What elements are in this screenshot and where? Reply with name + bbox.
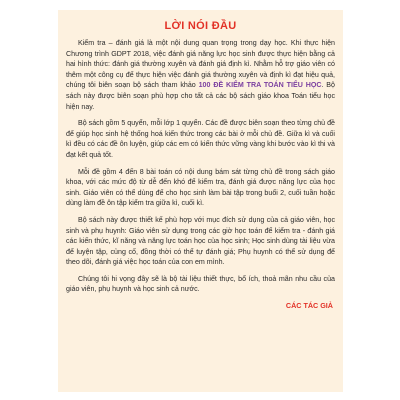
page-title: LỜI NÓI ĐẦU <box>164 20 237 32</box>
paragraph-4: Bộ sách này được thiết kế phù hợp với mục đích sử dụng của cả giáo viên, học sinh và phụ huynh: Giáo viên sử dụng trong các giờ học toán để kiểm tra - đánh giá các kiến thức, kĩ năng và năng lực toán học của học sinh; Học sinh dùng tài liệu vừa để luyện tập, củng cố, đồng thời có thể tự đánh giá; Phụ huynh có thể sử dụng để theo dõi, đánh giá việc học toán của con em mình. <box>66 215 335 267</box>
book-title-highlight: 100 ĐỀ KIỂM TRA TOÁN TIỂU HỌC <box>198 81 322 90</box>
paragraph-1-text-start: Kiểm tra – đánh giá là một nội dung quan trọng trong dạy học. Khi thực hiện Chương trình GDPT 2018, việc đánh giá năng lực học sinh được thực hiện bằng cả hai hình thức: đánh giá thường xuyên và đánh giá định kì. Nhằm hỗ trợ giáo viên có thêm một công cụ để thực hiện việc đánh giá thường xuyên và định kì đạt hiệu quả, chúng tôi biên soạn bộ sách tham khảo <box>66 39 335 90</box>
paragraph-5: Chúng tôi hi vọng đây sẽ là bộ tài liệu thiết thực, bổ ích, thoả mãn nhu cầu của giáo viên, phụ huynh và học sinh cả nước. <box>66 274 335 294</box>
paragraph-1-text-end: . Bộ sách này được biên soạn phù hợp cho tất cả các bộ sách giáo khoa Toán tiểu học hiện nay. <box>66 81 335 111</box>
paragraph-1 <box>66 38 335 112</box>
author-signature: CÁC TÁC GIẢ <box>285 301 333 311</box>
paragraph-3: Mỗi đề gồm 4 đến 8 bài toán có nội dung bám sát từng chủ đề trong sách giáo khoa, với các mức độ từ dễ đến khó để kiểm tra, đánh giá được năng lực của học sinh. Giáo viên có thể dùng để cho học sinh làm bài tập trong buổi 2, cuối tuần hoặc dùng làm đề ôn tập kiểm tra giữa kì, cuối kì. <box>66 167 335 208</box>
preface-page <box>58 10 343 392</box>
paragraph-2: Bộ sách gồm 5 quyển, mỗi lớp 1 quyển. Các đề được biên soạn theo từng chủ đề để giúp học sinh hệ thống hoá kiến thức trong các bài ở mỗi chủ đề. Giữa kì và cuối kì đều có các đề ôn luyện, giúp các em có kiến thức vững vàng khi bước vào kì thi và đạt kết quả tốt. <box>66 119 335 159</box>
